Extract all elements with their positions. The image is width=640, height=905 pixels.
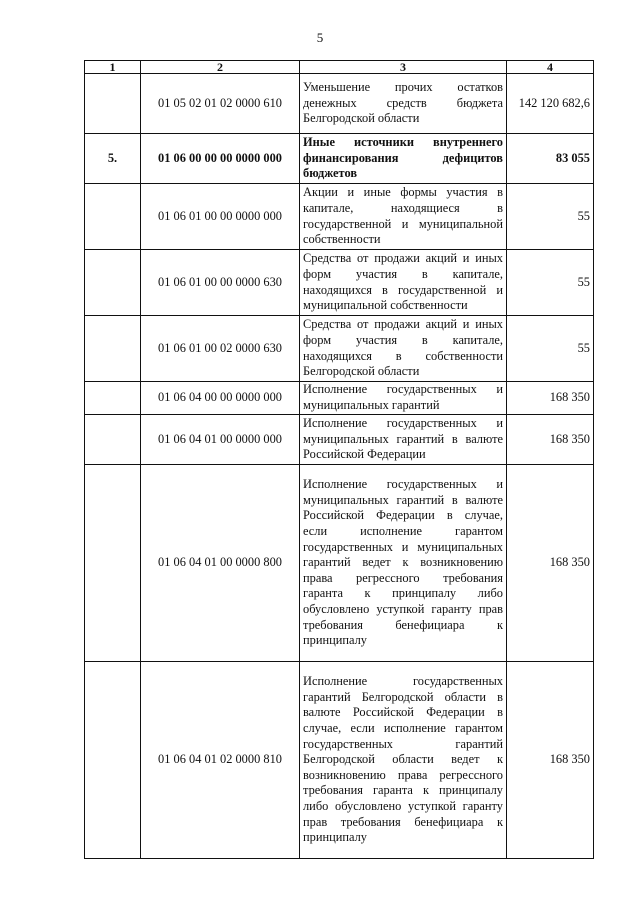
row-description: Иные источники внутреннего финансирования дефицитов бюджетов <box>300 134 507 184</box>
table-row <box>85 134 594 184</box>
row-description: Исполнение государственных и муниципальных гарантий <box>300 382 507 415</box>
row-amount: 168 350 <box>507 415 594 465</box>
row-description: Исполнение государственных и муниципальных гарантий в валюте Российской Федерации в случае, если исполнение гарантом государственных и муниципальных гарантий ведет к возникновению права регрессного требования гаранта к принципалу либо обусловлено уступкой гаранту прав требования бенефициара к принципалу <box>300 465 507 662</box>
row-description: Средства от продажи акций и иных форм участия в капитале, находящихся в государственной и муниципальной собственности <box>300 250 507 316</box>
budget-code: 01 05 02 01 02 0000 610 <box>141 74 300 134</box>
table-row <box>85 250 594 316</box>
header-col-3: 3 <box>300 61 507 74</box>
row-number <box>85 382 141 415</box>
row-amount: 55 <box>507 316 594 382</box>
row-description: Средства от продажи акций и иных форм участия в капитале, находящихся в собственности Белгородской области <box>300 316 507 382</box>
budget-code: 01 06 04 01 02 0000 810 <box>141 662 300 859</box>
table-row <box>85 662 594 859</box>
table-row <box>85 382 594 415</box>
row-amount: 83 055 <box>507 134 594 184</box>
row-amount: 168 350 <box>507 382 594 415</box>
row-number <box>85 316 141 382</box>
row-number <box>85 415 141 465</box>
sources-table <box>84 60 594 859</box>
row-amount: 55 <box>507 250 594 316</box>
budget-code: 01 06 01 00 02 0000 630 <box>141 316 300 382</box>
table-row <box>85 184 594 250</box>
row-number: 5. <box>85 134 141 184</box>
budget-code: 01 06 00 00 00 0000 000 <box>141 134 300 184</box>
row-number <box>85 74 141 134</box>
row-amount: 142 120 682,6 <box>507 74 594 134</box>
header-col-4: 4 <box>507 61 594 74</box>
row-description: Исполнение государственных гарантий Белгородской области в валюте Российской Федерации в случае, если исполнение гарантом государственных гарантий Белгородской области ведет к возникновению права регрессного требования гаранта к принципалу либо обусловлено уступкой гаранту прав требования бенефициара к принципалу <box>300 662 507 859</box>
budget-code: 01 06 01 00 00 0000 630 <box>141 250 300 316</box>
row-amount: 168 350 <box>507 465 594 662</box>
table-row <box>85 316 594 382</box>
row-description: Уменьшение прочих остатков денежных средств бюджета Белгородской области <box>300 74 507 134</box>
row-description: Исполнение государственных и муниципальных гарантий в валюте Российской Федерации <box>300 415 507 465</box>
page-number: 5 <box>316 30 324 45</box>
header-col-2: 2 <box>141 61 300 74</box>
table-row <box>85 415 594 465</box>
row-description: Акции и иные формы участия в капитале, находящиеся в государственной и муниципальной собственности <box>300 184 507 250</box>
row-number <box>85 465 141 662</box>
budget-code: 01 06 01 00 00 0000 000 <box>141 184 300 250</box>
header-col-1: 1 <box>85 61 141 74</box>
row-number <box>85 184 141 250</box>
table-row <box>85 465 594 662</box>
table-row <box>85 74 594 134</box>
budget-code: 01 06 04 00 00 0000 000 <box>141 382 300 415</box>
row-number <box>85 662 141 859</box>
header-row <box>85 61 594 74</box>
row-amount: 55 <box>507 184 594 250</box>
budget-code: 01 06 04 01 00 0000 000 <box>141 415 300 465</box>
row-number <box>85 250 141 316</box>
budget-code: 01 06 04 01 00 0000 800 <box>141 465 300 662</box>
row-amount: 168 350 <box>507 662 594 859</box>
